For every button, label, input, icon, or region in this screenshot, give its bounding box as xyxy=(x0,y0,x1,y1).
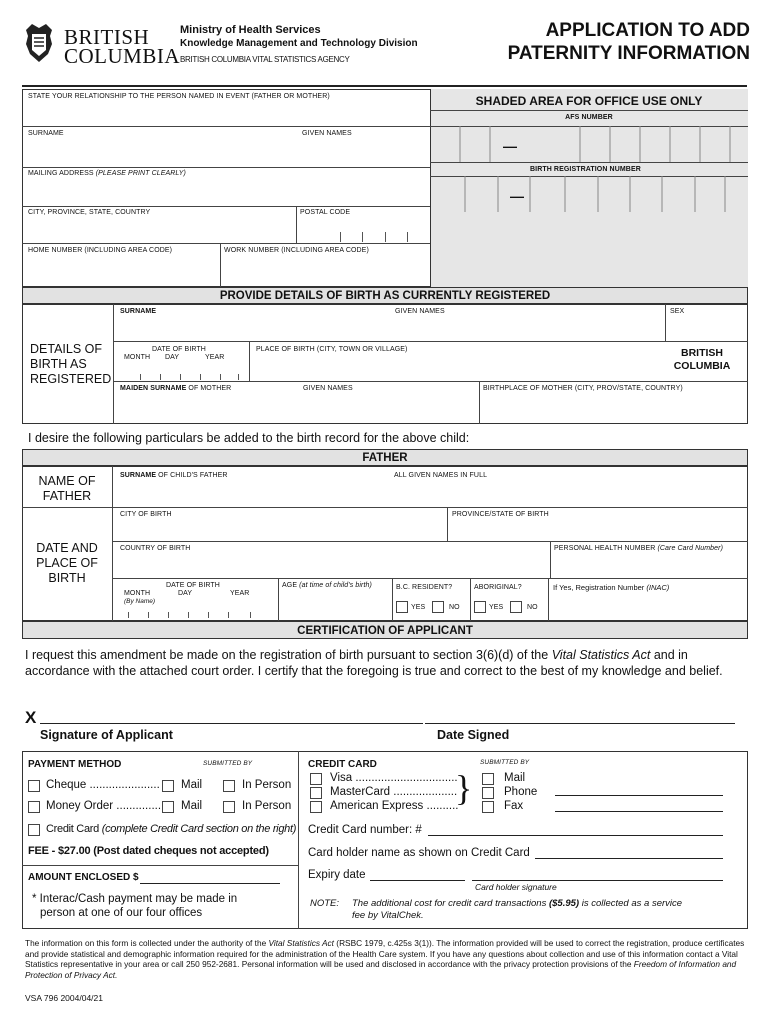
surname-field[interactable] xyxy=(23,140,298,166)
card-number-label: Credit Card number: # xyxy=(308,824,422,836)
division-name: Knowledge Management and Technology Division xyxy=(180,38,418,49)
child-place-field[interactable] xyxy=(251,356,659,380)
credit-fax-checkbox[interactable] xyxy=(482,801,494,813)
birth-details-heading: PROVIDE DETAILS OF BIRTH AS CURRENTLY REGISTERED xyxy=(22,287,748,304)
bc-resident-no-label: NO xyxy=(449,604,460,611)
mother-given-label: GIVEN NAMES xyxy=(303,385,353,392)
father-surname-label: SURNAME OF CHILD'S FATHER xyxy=(120,472,228,479)
father-city-label: CITY OF BIRTH xyxy=(120,511,172,518)
money-order-label: Money Order .............. xyxy=(46,800,162,812)
child-dob-month: MONTH xyxy=(124,354,151,361)
bc-resident-yes-label: YES xyxy=(411,604,426,611)
home-number-field[interactable] xyxy=(23,256,219,286)
afs-number-label: AFS NUMBER xyxy=(565,114,613,121)
interac-note: * Interac/Cash payment may be made in person at one of our four offices xyxy=(32,893,238,919)
amex-checkbox[interactable] xyxy=(310,801,322,813)
cheque-checkbox[interactable] xyxy=(28,780,40,792)
expiry-date-label: Expiry date xyxy=(308,869,366,881)
afs-number-boxes xyxy=(430,126,748,162)
brace-icon: } xyxy=(455,768,473,808)
bc-resident-no-checkbox[interactable] xyxy=(432,601,444,613)
given-names-label: GIVEN NAMES xyxy=(302,130,352,137)
money-order-mail-checkbox[interactable] xyxy=(162,801,174,813)
credit-card-label: Credit Card (complete Credit Card section on the right) xyxy=(46,823,297,835)
aboriginal-yes-checkbox[interactable] xyxy=(474,601,486,613)
certification-statement: I request this amendment be made on the registration of birth pursuant to section 3(6)(d) of the Vital Statistics Act and in accordance with the attached court order. I certify that the foregoing is true and correct to the best of my knowledge and belief. xyxy=(25,648,723,678)
home-number-label: HOME NUMBER (INCLUDING AREA CODE) xyxy=(28,247,173,254)
child-sex-field[interactable] xyxy=(667,318,747,340)
signature-label: Signature of Applicant xyxy=(40,728,173,742)
child-given-label: GIVEN NAMES xyxy=(395,308,445,315)
birth-registration-label: BIRTH REGISTRATION NUMBER xyxy=(530,166,641,173)
relationship-label: STATE YOUR RELATIONSHIP TO THE PERSON NAMED IN EVENT (FATHER OR MOTHER) xyxy=(28,93,330,100)
birth-side-label: DETAILS OF BIRTH AS REGISTERED xyxy=(30,342,112,386)
credit-phone-field[interactable] xyxy=(555,782,723,796)
credit-fax-label: Fax xyxy=(504,800,524,812)
father-dob-field[interactable] xyxy=(114,604,276,620)
aboriginal-yes-label: YES xyxy=(489,604,504,611)
date-signed-field[interactable] xyxy=(425,704,735,724)
father-phn-label: PERSONAL HEALTH NUMBER (Care Card Number) xyxy=(554,545,724,552)
child-given-field[interactable] xyxy=(393,318,663,340)
father-heading: FATHER xyxy=(22,449,748,466)
father-country-field[interactable] xyxy=(114,555,548,577)
credit-phone-checkbox[interactable] xyxy=(482,787,494,799)
father-given-field[interactable] xyxy=(392,482,746,506)
money-order-mail-label: Mail xyxy=(181,800,203,812)
money-order-checkbox[interactable] xyxy=(28,801,40,813)
money-order-in-person-label: In Person xyxy=(242,800,292,812)
father-prov-field[interactable] xyxy=(449,520,746,540)
child-dob-label: DATE OF BIRTH xyxy=(152,346,206,353)
applicant-signature-field[interactable] xyxy=(40,704,423,724)
logo-british: BRITISH xyxy=(64,25,150,49)
child-surname-field[interactable] xyxy=(115,318,390,340)
father-age-field[interactable] xyxy=(280,594,390,620)
child-surname-label: SURNAME xyxy=(120,308,157,315)
father-given-label: ALL GIVEN NAMES IN FULL xyxy=(394,472,488,479)
desire-statement: I desire the following particulars be added to the birth record for the above child: xyxy=(28,431,470,445)
certification-heading: CERTIFICATION OF APPLICANT xyxy=(22,621,748,639)
child-dob-year: YEAR xyxy=(205,354,225,361)
father-city-field[interactable] xyxy=(114,520,444,540)
father-name-side: NAME OF FATHER xyxy=(38,474,96,503)
form-code: VSA 796 2004/04/21 xyxy=(25,993,103,1003)
cheque-mail-label: Mail xyxy=(181,779,203,791)
form-title-line2: PATERNITY INFORMATION xyxy=(507,43,750,64)
father-dob-day: DAY xyxy=(178,590,193,597)
postal-code-field[interactable] xyxy=(298,218,428,242)
aboriginal-no-label: NO xyxy=(527,604,538,611)
maiden-surname-label: MAIDEN SURNAME OF MOTHER xyxy=(120,385,232,392)
mailing-address-field[interactable] xyxy=(23,180,428,205)
child-dob-day: DAY xyxy=(165,354,180,361)
visa-checkbox[interactable] xyxy=(310,773,322,785)
credit-note-label: NOTE: xyxy=(310,898,340,909)
maiden-surname-field[interactable] xyxy=(115,396,295,422)
agency-name: BRITISH COLUMBIA VITAL STATISTICS AGENCY xyxy=(180,55,350,64)
credit-mail-label: Mail xyxy=(504,772,526,784)
father-age-label: AGE (at time of child's birth) xyxy=(282,582,372,589)
bc-crest-icon xyxy=(22,22,56,64)
expiry-date-field[interactable] xyxy=(370,867,465,881)
cheque-in-person-label: In Person xyxy=(242,779,292,791)
surname-label: SURNAME xyxy=(28,130,64,137)
payment-submitted-by: SUBMITTED BY xyxy=(203,760,253,767)
child-dob-field[interactable] xyxy=(115,362,247,380)
date-signed-label: Date Signed xyxy=(437,728,510,742)
cheque-label: Cheque ...................... xyxy=(46,779,160,791)
card-holder-signature-field[interactable] xyxy=(472,867,723,881)
logo-columbia: COLUMBIA xyxy=(64,44,181,68)
inac-field[interactable] xyxy=(551,594,746,620)
bc-resident-yes-checkbox[interactable] xyxy=(396,601,408,613)
credit-phone-label: Phone xyxy=(504,786,538,798)
mastercard-checkbox[interactable] xyxy=(310,787,322,799)
father-prov-label: PROVINCE/STATE OF BIRTH xyxy=(452,511,549,518)
work-number-field[interactable] xyxy=(222,256,428,286)
credit-card-title: CREDIT CARD xyxy=(308,759,377,770)
credit-card-checkbox[interactable] xyxy=(28,824,40,836)
bc-resident-label: B.C. RESIDENT? xyxy=(396,584,453,591)
inac-label: If Yes, Registration Number (INAC) xyxy=(553,583,670,592)
signature-x: X xyxy=(25,708,37,727)
father-surname-field[interactable] xyxy=(114,482,390,506)
british-columbia-label: BRITISH COLUMBIA xyxy=(673,347,731,372)
form-title-line1: APPLICATION TO ADD xyxy=(545,20,750,41)
city-field[interactable] xyxy=(23,218,295,242)
mastercard-label: MasterCard .................... xyxy=(330,786,458,798)
child-place-label: PLACE OF BIRTH (CITY, TOWN OR VILLAGE) xyxy=(256,346,408,353)
money-order-in-person-checkbox[interactable] xyxy=(223,801,235,813)
afs-dash: — xyxy=(503,138,517,154)
father-date-place-side: DATE AND PLACE OF BIRTH xyxy=(36,541,98,585)
amount-enclosed-label: AMOUNT ENCLOSED $ xyxy=(28,872,139,883)
father-country-label: COUNTRY OF BIRTH xyxy=(120,545,191,552)
father-dob-label: DATE OF BIRTH xyxy=(166,582,220,589)
mother-birthplace-label: BIRTHPLACE OF MOTHER (CITY, PROV/STATE, COUNTRY) xyxy=(483,385,683,392)
cheque-mail-checkbox[interactable] xyxy=(162,780,174,792)
given-names-field[interactable] xyxy=(300,140,428,166)
amex-label: American Express .......... xyxy=(330,800,459,812)
mother-given-field[interactable] xyxy=(300,396,478,422)
father-phn-field[interactable] xyxy=(552,555,746,577)
father-dob-year: YEAR xyxy=(230,590,250,597)
office-use-title: SHADED AREA FOR OFFICE USE ONLY xyxy=(475,94,703,108)
cheque-in-person-checkbox[interactable] xyxy=(223,780,235,792)
amount-enclosed-field[interactable] xyxy=(140,870,280,884)
credit-mail-checkbox[interactable] xyxy=(482,773,494,785)
work-number-label: WORK NUMBER (INCLUDING AREA CODE) xyxy=(224,247,369,254)
card-holder-signature-label: Card holder signature xyxy=(475,882,557,892)
card-number-field[interactable] xyxy=(428,822,723,836)
city-label: CITY, PROVINCE, STATE, COUNTRY xyxy=(28,209,151,216)
birth-registration-boxes xyxy=(430,176,748,212)
father-dob-month: MONTH xyxy=(124,590,151,597)
card-holder-name-label: Card holder name as shown on Credit Card xyxy=(308,847,530,859)
visa-label: Visa ................................ xyxy=(330,772,458,784)
relationship-field[interactable] xyxy=(23,104,428,126)
credit-fax-field[interactable] xyxy=(555,798,723,812)
father-dob-byname: (By Name) xyxy=(124,598,156,605)
privacy-notice: The information on this form is collected under the authority of the Vital Statistics Act (RSBC 1979, c.425s 3(1)). The information provided will be used to correct the registration, produce certificates and provide statistical and demographic information required for the administration of the Health Care system. If you have any questions about collection and use of this information contact a Vital Statistics representative in your area or call 250 952-2681. Personal information will be used and disclosed in accordance with the privacy protection provisions of the Freedom of Information and Protection of Privacy Act. xyxy=(25,938,745,980)
postal-code-label: POSTAL CODE xyxy=(300,209,351,216)
payment-method-title: PAYMENT METHOD xyxy=(28,759,122,770)
card-holder-name-field[interactable] xyxy=(535,845,723,859)
aboriginal-no-checkbox[interactable] xyxy=(510,601,522,613)
aboriginal-label: ABORIGINAL? xyxy=(474,584,522,591)
mailing-address-label: MAILING ADDRESS (PLEASE PRINT CLEARLY) xyxy=(28,170,186,177)
ministry-name: Ministry of Health Services xyxy=(180,24,321,36)
credit-note: The additional cost for credit card transactions ($5.95) is collected as a service fee by VitalChek. xyxy=(352,898,683,921)
mother-birthplace-field[interactable] xyxy=(481,396,746,422)
credit-submitted-by: SUBMITTED BY xyxy=(480,759,530,766)
child-sex-label: SEX xyxy=(670,308,685,315)
fee-label: FEE - $27.00 (Post dated cheques not accepted) xyxy=(28,845,269,857)
birth-reg-dash: — xyxy=(510,188,524,204)
